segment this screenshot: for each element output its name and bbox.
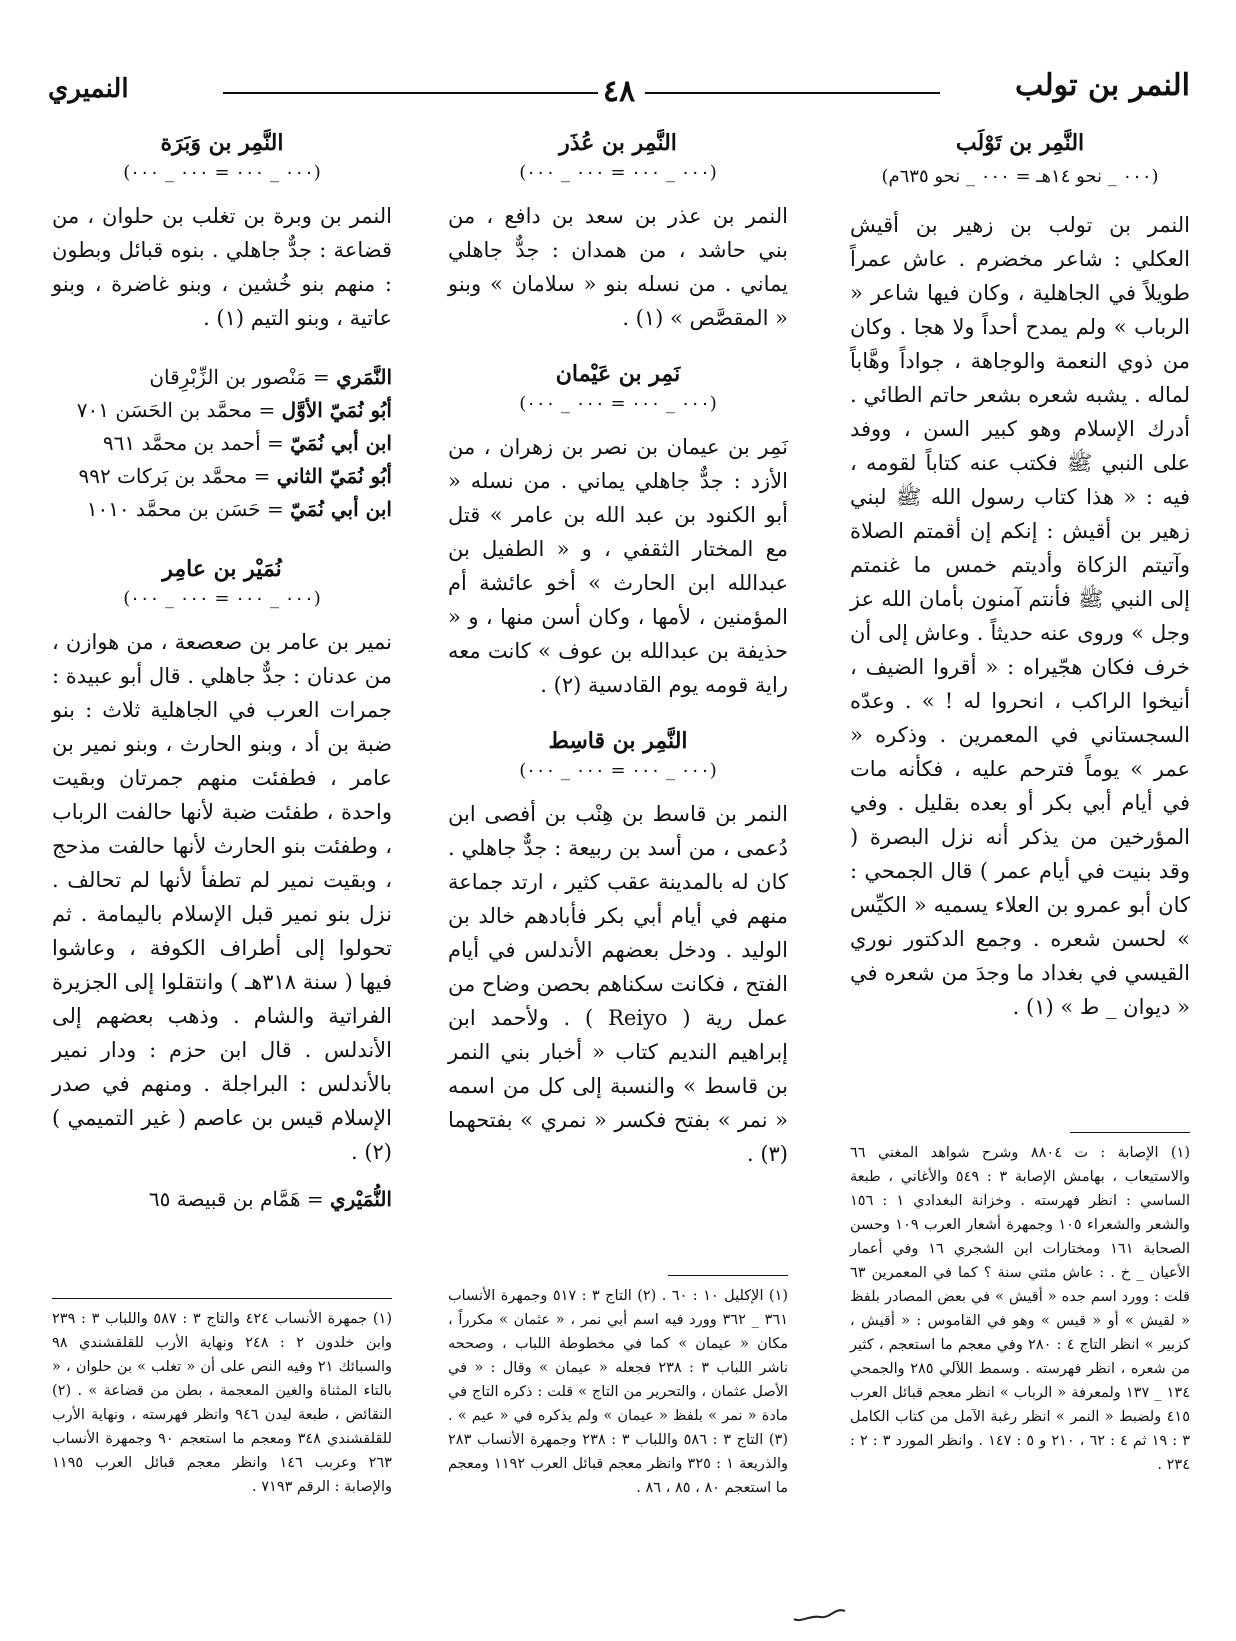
handwritten-mark	[790, 1605, 850, 1627]
xref-head: أبُو نُمَيّ الثاني	[276, 464, 392, 488]
entry-body: النمر بن قاسط بن هِنْب بن أفصى ابن دُعمى ، من أسد بن ربيعة : جدٌّ جاهلي . كان له بالمدينة عقب كثير ، ارتد جماعة منهم في أيام أبي بكر فأبادهم خالد بن الوليد . ودخل بعضهم الأندلس في أيام الفتح ، فكانت سكناهم بحصن وضاح من عمل رية ( Reiyo ) . ولأحمد ابن إبراهيم النديم كتاب « أخبار بني النمر بن قاسط » والنسبة إلى كل من اسمه « نمر » بفتح فكسر « نمري » بفتحهما (٣) .	[448, 802, 788, 1166]
column-left	[52, 130, 393, 1495]
xref-target: = أحمد بن محمَّد ٩٦١	[102, 431, 291, 455]
footnotes-text: (١) الإصابة : ت ٨٨٠٤ وشرح شواهد المغني ٦٦ والاستيعاب ، بهامش الإصابة ٣ : ٥٤٩ والأغاني ، طبعة الساسي : انظر فهرسته . وخزانة البغدادي ١ : ١٥٦ والشعر والشعراء ١٠٥ وجمهرة أشعار العرب ١٠٩ وحسن الصحابة ١٦١ ومختارات ابن الشجري ١٦ وفي أعمار الأعيان _ خ . : عاش مئتي سنة ؟ كما في المعمرين ٦٣ قلت : وورد اسم جده « أقيش » في بعض المصادر بلفظ « لقيش » أو « قيس » وهو في القاموس : « أقيش ، كزبير » انظر التاج ٤ : ٢٨٠ وفي معجم ما استعجم ، كثير من شعره ، انظر فهرسته . وسمط اللآلي ٢٨٥ والجمحي ١٣٤ _ ١٣٧ ولمعرفة « الرباب » انظر معجم قبائل العرب ٤١٥ ولضبط « النمر » انظر رغبة الآمل من كتاب الكامل ٣ : ١٩ ثم ٤ : ٦٢ ، ٢١٠ و ٥ : ١٤٧ . وانظر المورد ٣ : ٢ : ٢٣٤ .	[850, 1145, 1191, 1473]
cross-reference	[52, 361, 392, 394]
footnotes-block	[52, 1298, 392, 1499]
entry-dates: (٠٠٠ _ ٠٠٠ = ٠٠٠ _ ٠٠٠)	[519, 393, 717, 414]
page-number: ٤٨	[593, 74, 645, 109]
xref-head: النُّمَيْري	[330, 1187, 392, 1211]
xref-target: = حَسَن بن محمَّد ١٠١٠	[86, 497, 291, 521]
footnotes-text: (١) جمهرة الأنساب ٤٢٤ والتاج ٣ : ٥٨٧ واللباب ٣ : ٢٣٩ وابن خلدون ٢ : ٢٤٨ ونهاية الأرب للقلقشندي ٩٨ والسبائك ٢١ وفيه النص على أن « تغلب » بن حلوان ، « بالتاء المثناة والغين المعجمة ، بطن من قضاعة » . (٢) النقائض ، طبعة ليدن ٩٤٦ وانظر فهرسته ، ونهاية الأرب للقلقشندي ٣٤٨ ومعجم ما استعجم ٩٠ وجمهرة الأنساب ٢٦٣ وعربب ١٤٦ وانظر معجم قبائل العرب ١١٩٥ والإصابة : الرقم ٧١٩٣ .	[52, 1311, 393, 1495]
entry-body: النمر بن تولب بن زهير بن أقيش العكلي : شاعر مخضرم . عاش عمراً طويلاً في الجاهلية ، وكان فيها شاعر « الرباب » ولم يمدح أحداً ولا هجا . وكان من ذوي النعمة والوجاهة ، جواداً وهَّاباً لماله . يشبه شعره بشعر حاتم الطائي . أدرك الإسلام وهو كبير السن ، ووفد على النبي ﷺ فكتب عنه كتاباً لقومه ، فيه : « هذا كتاب رسول الله ﷺ لبني زهير بن أقيش : إنكم إن أقمتم الصلاة وآتيتم الزكاة وأديتم خمس ما غنمتم إلى النبي ﷺ فأنتم آمنون بأمان الله عز وجل » وروى عنه حديثاً . وعاش إلى أن خرف فكان هجّيراه : « أقروا الضيف ، أنيخوا الراكب ، انحروا له ! » . وعدّه السجستاني في المعمرين . وذكره « عمر » يوماً فترحم عليه ، فكأنه مات في أيام أبي بكر أو بعده بقليل . وفي المؤرخين من يذكر أنه نزل البصرة ( وقد بنيت في أيام عمر ) قال الجمحي : كان أبو عمرو بن العلاء يسميه « الكيِّس » لحسن شعره . وجمع الدكتور نوري القيسي في بغداد ما وجدَ من شعره في « ديوان _ ط » (١) .	[850, 213, 1190, 1019]
cross-reference	[52, 1183, 392, 1216]
cross-reference	[52, 460, 392, 493]
cross-reference	[52, 427, 392, 460]
header-entry-range-right: النمر بن تولب	[1015, 68, 1190, 103]
xref-head: ابن أبي نُمَيّ	[290, 497, 392, 521]
footnotes-block	[448, 1275, 788, 1500]
cross-reference	[52, 394, 392, 427]
xref-target: = مَنْصور بن الزِّبْرِقان	[149, 365, 337, 389]
header-rule-left	[223, 92, 598, 94]
header-rule-right	[600, 92, 940, 94]
xref-target: = محمَّد بن بَركات ٩٩٢	[78, 464, 277, 488]
footnotes-text: (١) الإكليل ١٠ : ٦٠ . (٢) التاج ٣ : ٥١٧ وجمهرة الأنساب ٣٦١ _ ٣٦٢ وورد فيه اسم أبي نمر ، « عثمان » مكرراً ، مكان « عيمان » كما في مخطوطة اللباب ، وصححه ناشر اللباب ٣ : ٢٣٨ فجعله « عيمان » وقال : « في الأصل عثمان ، والتحرير من التاج » قلت : ذكره التاج في مادة « نمر » بلفظ « عيمان » ولم يذكره في « عيم » . (٣) التاج ٣ : ٥٨٦ واللباب ٣ : ٢٣٨ وجمهرة الأنساب ٢٨٣ والذريعة ١ : ٣٢٥ وانظر معجم قبائل العرب ١١٩٢ ومعجم ما استعجم ٨٠ ، ٨٥ ، ٨٦ .	[448, 1288, 789, 1496]
entry-dates: (٠٠٠ _ ٠٠٠ = ٠٠٠ _ ٠٠٠)	[123, 588, 321, 609]
xref-head: النَّمَري	[336, 365, 392, 389]
entry-dates: (٠٠٠ _ ٠٠٠ = ٠٠٠ _ ٠٠٠)	[519, 760, 717, 781]
entry-title: نَمِر بن عَيْمان	[555, 361, 681, 387]
running-header	[48, 60, 1190, 120]
entry-dates: (٠٠٠ _ ٠٠٠ = ٠٠٠ _ ٠٠٠)	[519, 162, 717, 183]
entry-title: النَّمِر بن قاسِط	[548, 728, 688, 754]
header-entry-range-left: النميري	[48, 74, 139, 104]
entry-dates: (٠٠٠ _ ٠٠٠ = ٠٠٠ _ ٠٠٠)	[123, 162, 321, 183]
xref-head: ابن أبي نُمَيّ	[290, 431, 392, 455]
footnote-rule	[1070, 1132, 1190, 1133]
entry-body: نمير بن عامر بن صعصعة ، من هوازن ، من عدنان : جدٌّ جاهلي . قال أبو عبيدة : جمرات العرب في الجاهلية ثلاث : بنو ضبة بن أد ، وبنو الحارث ، وبنو نمير بن عامر ، فطفئت منهم جمرتان وبقيت واحدة ، طفئت ضبة لأنها حالفت الرباب ، وطفئت بنو الحارث لأنها حالفت مذحج ، وبقيت نمير لم تطفأ لأنها لم تحالف . نزل بنو نمير قبل الإسلام باليمامة . ثم تحولوا إلى أطراف الكوفة ، وعاشوا فيها ( سنة ٣١٨هـ ) وانتقلوا إلى الجزيرة الفراتية والشام . وذهب بعضهم إلى الأندلس . قال ابن حزم : ودار نمير بالأندلس : البراجلة . ومنهم في صدر الإسلام قيس بن عاصم ( غير التميمي ) (٢) .	[52, 630, 392, 1164]
xref-target: = محمَّد بن الحَسَن ٧٠١	[76, 398, 282, 422]
xref-head: أبُو نُمَيّ الأوَّل	[281, 398, 392, 422]
footnote-rule	[52, 1298, 392, 1299]
footnotes-block	[850, 1132, 1190, 1477]
column-right	[850, 130, 1191, 1473]
xref-target: = هَمَّام بن قبيصة ٦٥	[148, 1187, 331, 1211]
entry-title: نُمَيْر بن عامِر	[162, 556, 282, 582]
entry-dates: (٠٠٠ _ نحو ١٤هـ = ٠٠٠ _ نحو ٦٣٥م)	[881, 166, 1159, 187]
entry-title: النَّمِر بن عُذَر	[559, 130, 677, 156]
entry-body: النمر بن عذر بن سعد بن دافع ، من بني حاشد ، من همدان : جدٌّ جاهلي يماني . من نسله بنو « سلامان » وبنو « المقصَّص » (١) .	[448, 204, 788, 330]
cross-reference	[52, 493, 392, 526]
entry-title: النَّمِر بن وَبَرَة	[160, 130, 284, 156]
column-middle	[448, 130, 789, 1496]
cross-references	[52, 361, 392, 526]
entry-body: نَمِر بن عيمان بن نصر بن زهران ، من الأزد : جدٌّ جاهلي يماني . من نسله « أبو الكنود بن عبد الله بن عامر » قتل مع المختار الثقفي ، و « الطفيل بن عبدالله ابن الحارث » أخو عائشة أم المؤمنين ، لأمها ، وكان أسن منها ، و « حذيفة بن عبدالله بن عوف » كانت معه راية قومه يوم القادسية (٢) .	[448, 435, 788, 697]
footnote-rule	[668, 1275, 788, 1276]
entry-body: النمر بن وبرة بن تغلب بن حلوان ، من قضاعة : جدٌّ جاهلي . بنوه قبائل وبطون : منهم بنو خُشين ، وبنو غاضرة ، وبنو عاتية ، وبنو التيم (١) .	[52, 204, 392, 330]
entry-title: النَّمِر بن تَوْلَب	[955, 130, 1085, 156]
